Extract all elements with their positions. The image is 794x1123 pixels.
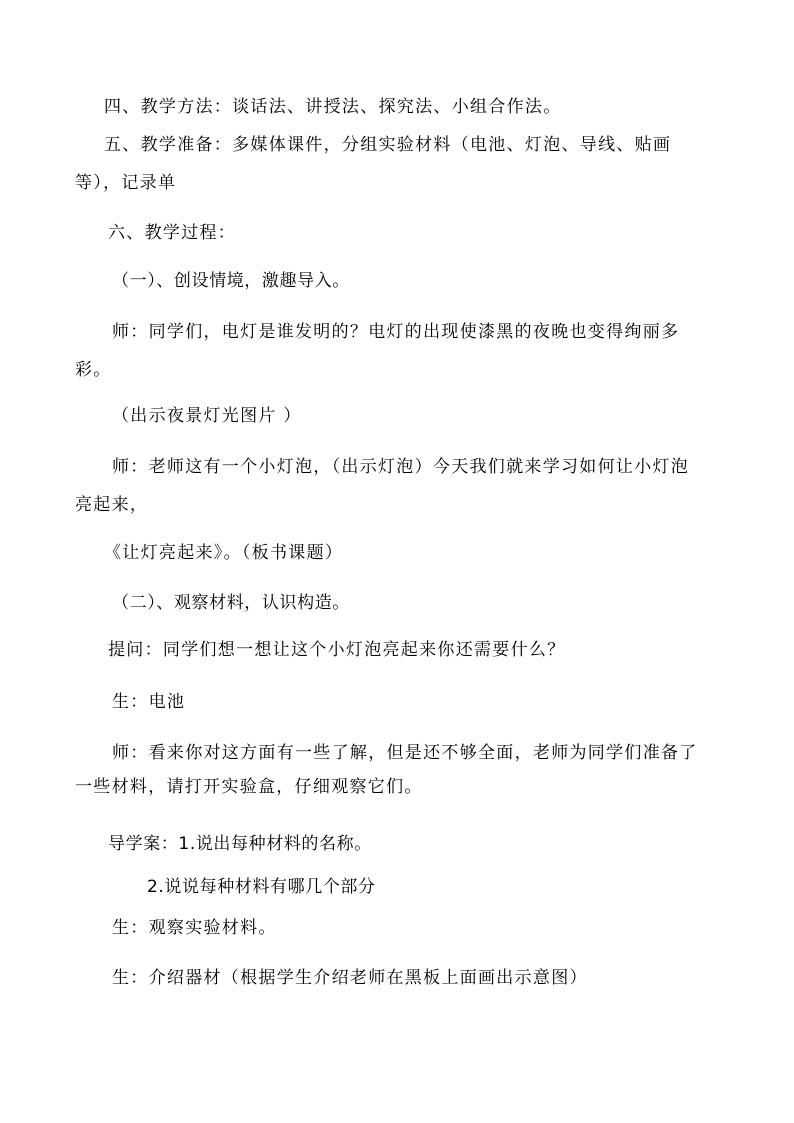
section-teaching-process: 六、教学过程：	[108, 223, 237, 243]
paragraph-line: 一些材料，请打开实验盒，仔细观察它们。	[75, 777, 423, 797]
paragraph-line: 《让灯亮起来》。（板书课题）	[104, 543, 344, 563]
paragraph-line: 亮起来，	[75, 495, 149, 515]
paragraph-line: 生：电池	[112, 692, 186, 712]
paragraph-line: 师：同学们，电灯是谁发明的？电灯的出现使漆黑的夜晚也变得绚丽多	[112, 322, 680, 342]
paragraph-line: 提问：同学们想一想让这个小灯泡亮起来你还需要什么？	[108, 640, 566, 660]
section-teaching-methods: 四、教学方法：谈话法、讲授法、探究法、小组合作法。	[104, 97, 562, 117]
paragraph-line: 生：观察实验材料。	[112, 918, 277, 938]
paragraph-line: 2.说说每种材料有哪几个部分	[147, 877, 376, 897]
subsection-heading: （二）、观察材料，认识构造。	[112, 593, 350, 613]
paragraph-line: 等），记录单	[75, 173, 177, 193]
paragraph-line: （出示夜景灯光图片 ）	[112, 406, 302, 426]
paragraph-line: 师：老师这有一个小灯泡，（出示灯泡）今天我们就来学习如何让小灯泡	[112, 457, 690, 477]
paragraph-line: 彩。	[75, 360, 112, 380]
paragraph-line: 导学案：1.说出每种材料的名称。	[108, 834, 372, 854]
subsection-heading: （一）、创设情境，激趣导入。	[112, 271, 350, 291]
paragraph-line: 师：看来你对这方面有一些了解，但是还不够全面，老师为同学们准备了	[112, 743, 698, 763]
section-teaching-preparation: 五、教学准备：多媒体课件，分组实验材料（电池、灯泡、导线、贴画	[104, 135, 672, 155]
paragraph-line: 生：介绍器材（根据学生介绍老师在黑板上面画出示意图）	[112, 968, 588, 988]
